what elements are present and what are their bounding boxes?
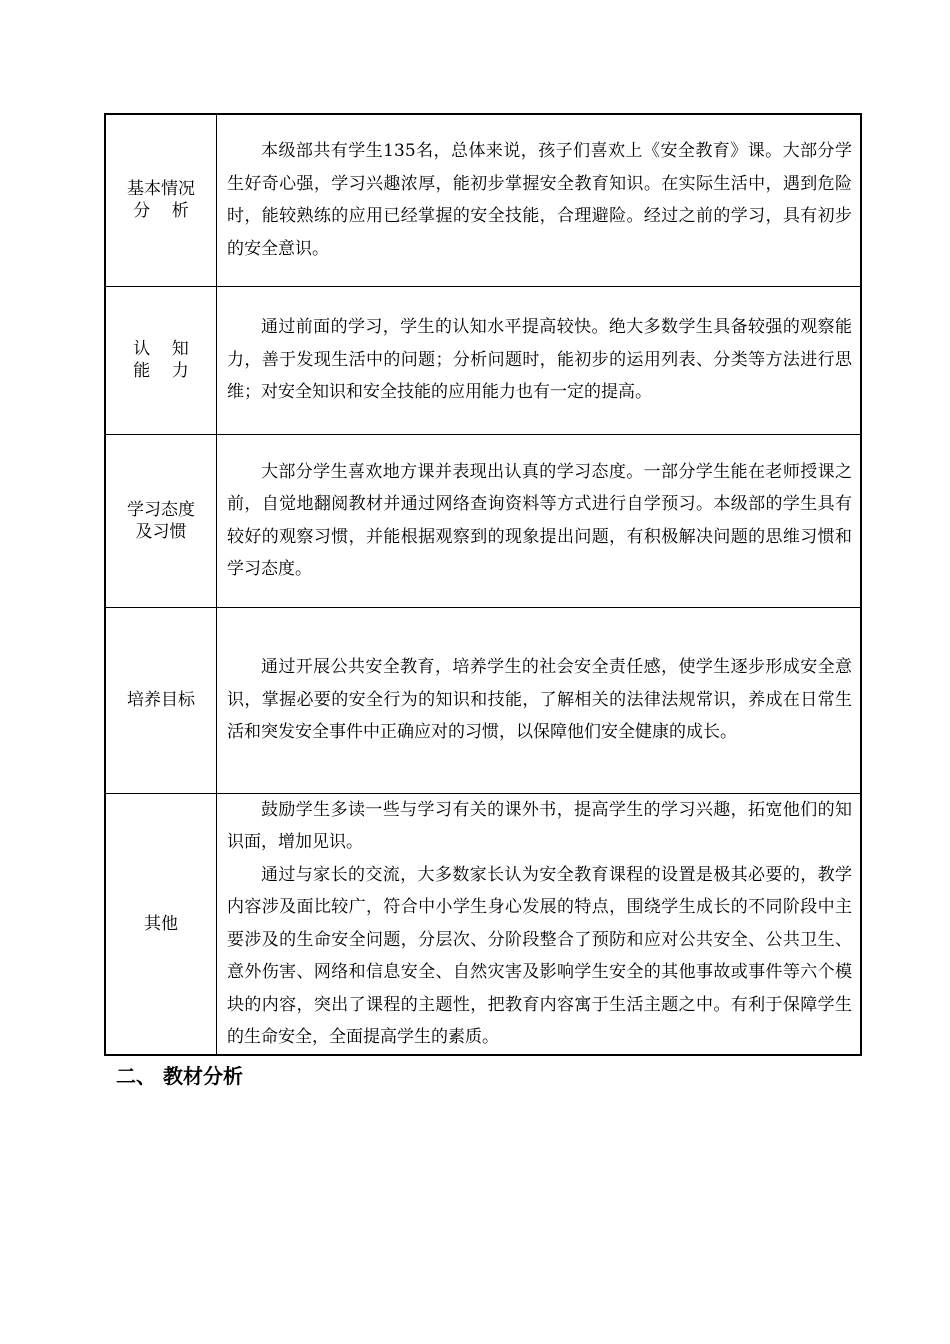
row-label-line: 及习惯 [135,521,187,542]
row-content-training-goals [217,607,862,793]
content-paragraph: 大部分学生喜欢地方课并表现出认真的学习态度。一部分学生能在老师授课之前，自觉地翻阅教材并通过网络查询资料等方式进行自学预习。本级部的学生具有较好的观察习惯，并能根据观察到的现象提出问题，有积极解决问题的思维习惯和学习态度。 [227,461,852,579]
table-row-training-goals [105,607,861,793]
row-label-line: 其他 [144,913,178,934]
row-label-line: 能 力 [133,361,189,381]
content-paragraph: 通过前面的学习，学生的认知水平提高较快。绝大多数学生具备较强的观察能力，善于发现生活中的问题；分析问题时，能初步的运用列表、分类等方法进行思维；对安全知识和安全技能的应用能力也有一定的提高。 [227,317,852,403]
student-analysis-table [104,113,862,1056]
content-paragraph: 通过与家长的交流，大多数家长认为安全教育课程的设置是极其必要的，教学内容涉及面比较广，符合中小学生身心发展的特点，围绕学生成长的不同阶段中主要涉及的生命安全问题，分层次、分阶段整合了预防和应对公共安全、公共卫生、意外伤害、网络和信息安全、自然灾害及影响学生安全的其他事故或事件等六个模块的内容，突出了课程的主题性，把教育内容寓于生活主题之中。有利于保障学生的生命安全，全面提高学生的素质。 [227,864,852,1048]
row-label-training-goals [105,607,217,793]
row-label-line: 分 析 [133,201,189,222]
section-heading: 二、 教材分析 [116,1064,243,1088]
row-label-other [105,793,217,1055]
row-label-cognitive-ability [105,286,217,434]
row-content-learning-attitude [217,434,862,607]
row-label-line: 学习态度 [127,499,195,520]
row-label-basic-situation [105,114,217,286]
table-row-basic-situation [105,114,861,286]
table-row-other [105,793,861,1055]
row-label-line: 认 知 [133,339,189,359]
content-paragraph: 通过开展公共安全教育，培养学生的社会安全责任感，使学生逐步形成安全意识，掌握必要的安全行为的知识和技能，了解相关的法律法规常识，养成在日常生活和突发安全事件中正确应对的习惯，以保障他们安全健康的成长。 [227,657,852,743]
table-row-cognitive-ability [105,286,861,434]
row-label-line: 基本情况 [127,179,195,200]
row-label-learning-attitude [105,434,217,607]
row-content-basic-situation [217,114,862,286]
row-content-other [217,793,862,1055]
content-paragraph: 鼓励学生多读一些与学习有关的课外书，提高学生的学习兴趣，拓宽他们的知识面，增加见识。 [227,799,852,853]
content-paragraph: 本级部共有学生135名，总体来说，孩子们喜欢上《安全教育》课。大部分学生好奇心强，学习兴趣浓厚，能初步掌握安全教育知识。在实际生活中，遇到危险时，能较熟练的应用已经掌握的安全技能，合理避险。经过之前的学习，具有初步的安全意识。 [227,141,852,259]
table-row-learning-attitude [105,434,861,607]
row-content-cognitive-ability [217,286,862,434]
row-label-line: 培养目标 [127,690,195,710]
